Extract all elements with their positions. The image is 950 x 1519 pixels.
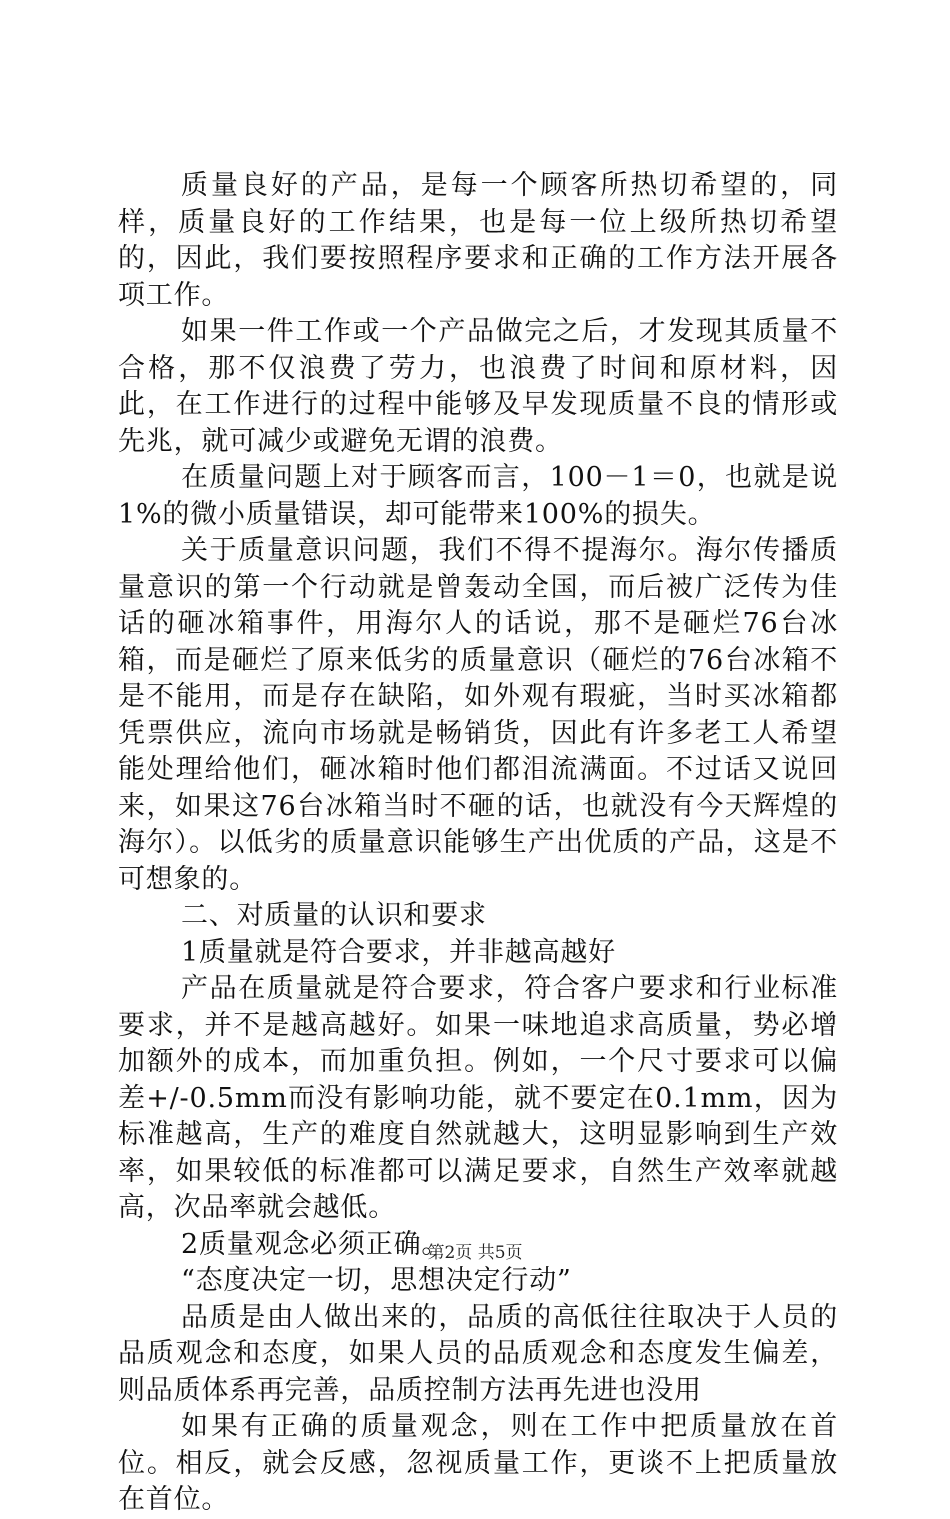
quote-attitude: “态度决定一切，思想决定行动”	[181, 1265, 572, 1296]
subheading-meet-requirements: 1质量就是符合要求，并非越高越好	[181, 936, 616, 968]
paragraph-quality-expectation: 质量良好的产品，是每一个顾客所热切希望的，同样，质量良好的工作结果，也是每一位上级所热切希望的，因此，我们要按照程序要求和正确的工作方法开展各项工作。	[118, 170, 838, 311]
paragraph-quality-by-people: 品质是由人做出来的，品质的高低往往取决于人员的品质观念和态度，如果人员的品质观念和态度发生偏差，则品质体系再完善，品质控制方法再先进也没用	[118, 1301, 838, 1406]
subheading-correct-concept: 2质量观念必须正确。	[181, 1228, 450, 1260]
document-body	[118, 168, 838, 1519]
page-number: 第2页 共5页	[427, 1243, 523, 1263]
paragraph-customer-view: 在质量问题上对于顾客而言，100－1＝0，也就是说1%的微小质量错误，却可能带来100%的损失。	[118, 462, 838, 530]
paragraph-meet-requirements: 产品在质量就是符合要求，符合客户要求和行业标准要求，并不是越高越好。如果一味地追求高质量，势必增加额外的成本，而加重负担。例如，一个尺寸要求可以偏差+/-0.5mm而没有影响功能，就不要定在0.1mm，因为标准越高，生产的难度自然就越大，这明显影响到生产效率，如果较低的标准都可以满足要求，自然生产效率就越高，次品率就会越低。	[118, 973, 838, 1223]
paragraph-early-detection: 如果一件工作或一个产品做完之后，才发现其质量不合格，那不仅浪费了劳力，也浪费了时间和原材料，因此，在工作进行的过程中能够及早发现质量不良的情形或先兆，就可减少或避免无谓的浪费。	[118, 316, 838, 457]
paragraph-quality-first: 如果有正确的质量观念，则在工作中把质量放在首位。相反，就会反感，忽视质量工作，更谈不上把质量放在首位。	[118, 1411, 838, 1515]
section-heading: 二、对质量的认识和要求	[181, 900, 487, 931]
paragraph-haier-story: 关于质量意识问题，我们不得不提海尔。海尔传播质量意识的第一个行动就是曾轰动全国，而后被广泛传为佳话的砸冰箱事件，用海尔人的话说，那不是砸烂76台冰箱，而是砸烂了原来低劣的质量意识（砸烂的76台冰箱不是不能用，而是存在缺陷，如外观有瑕疵，当时买冰箱都凭票供应，流向市场就是畅销货，因此有许多老工人希望能处理给他们，砸冰箱时他们都泪流满面。不过话又说回来，如果这76台冰箱当时不砸的话，也就没有今天辉煌的海尔）。以低劣的质量意识能够生产出优质的产品，这是不可想象的。	[118, 535, 838, 895]
